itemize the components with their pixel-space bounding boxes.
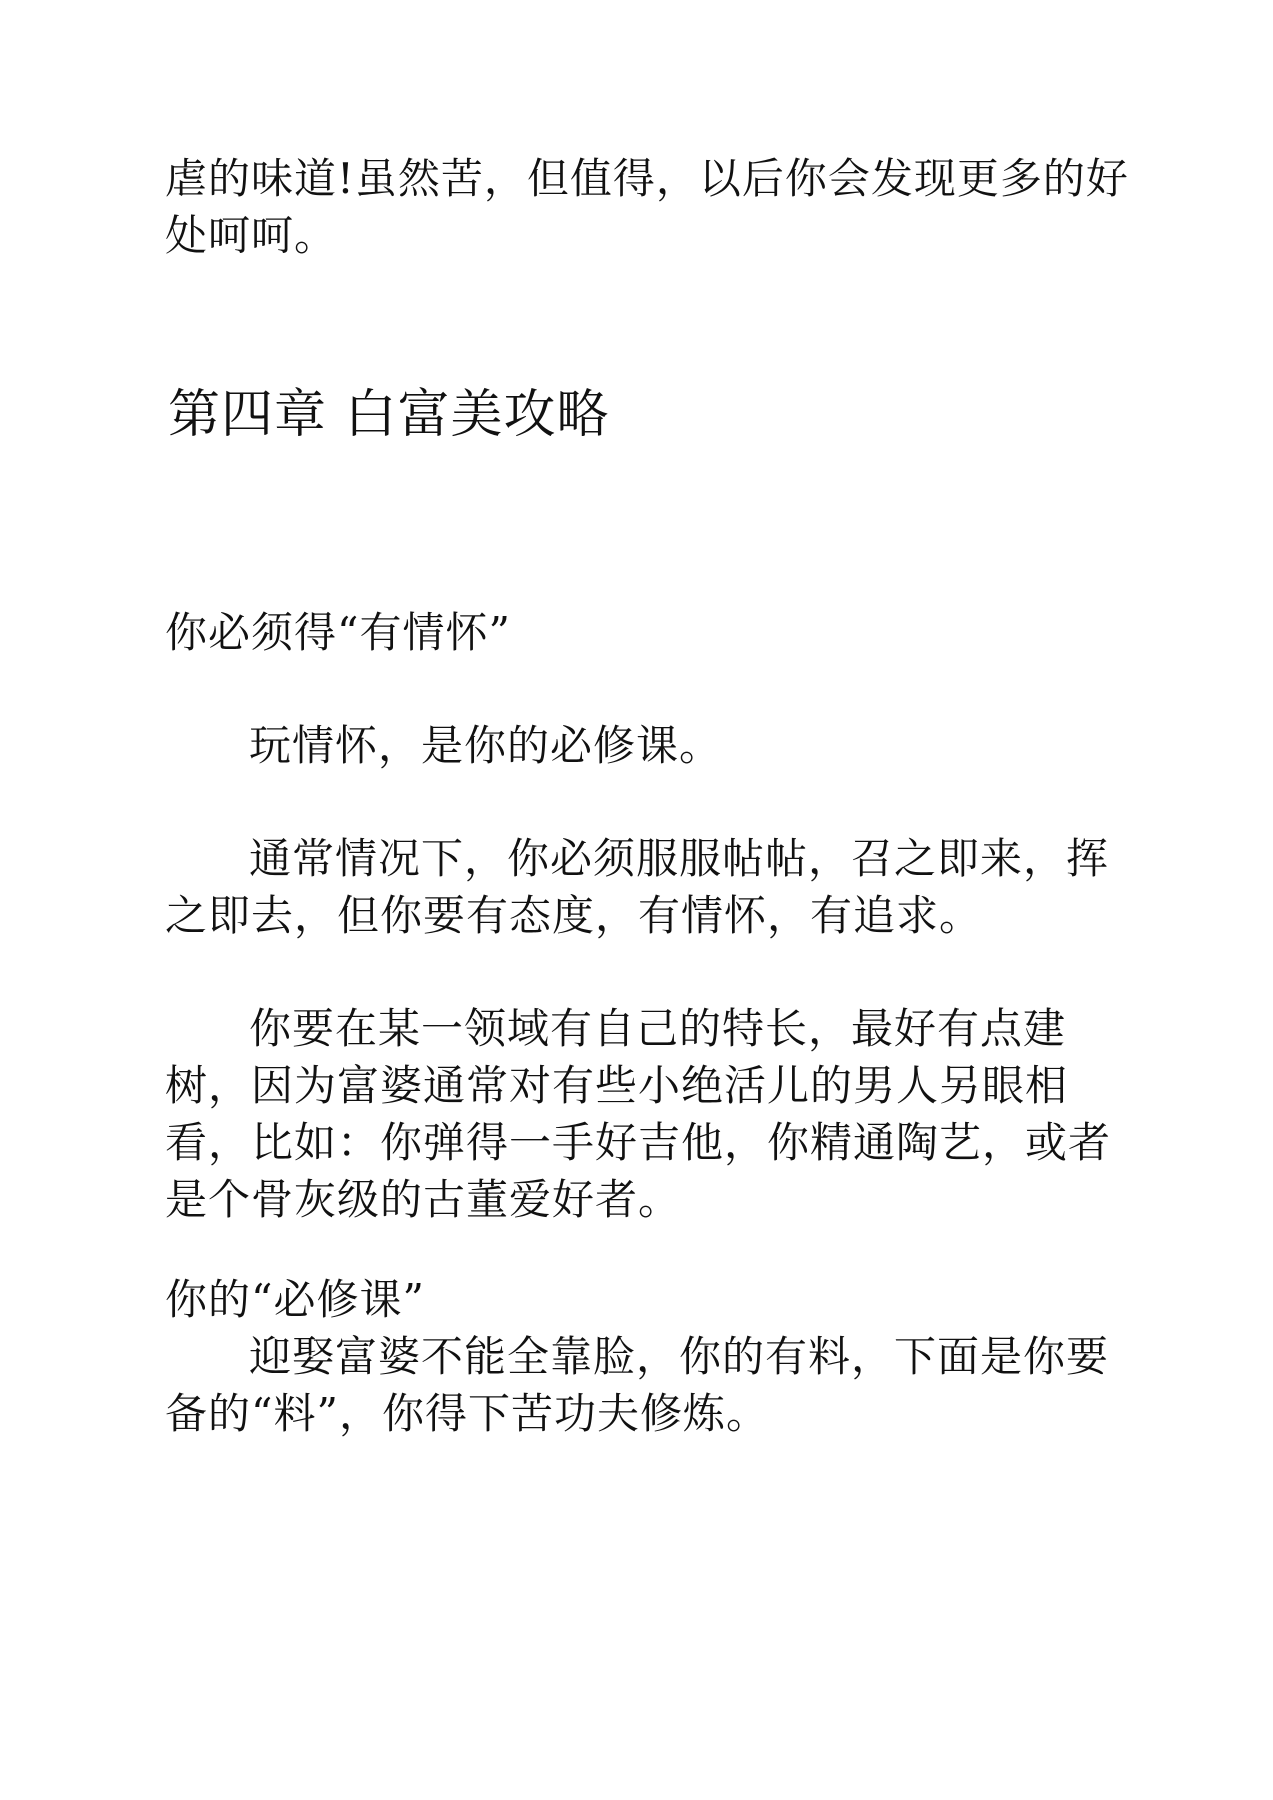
heading-text: 你必须得“有情怀”: [165, 608, 511, 657]
chapter-title: 第四章 白富美攻略: [168, 385, 610, 445]
text-line: 处呵呵。: [165, 211, 338, 260]
text-line: 玩情怀，是你的必修课。: [249, 721, 723, 770]
text-line: 之即去，但你要有态度，有情怀，有追求。: [165, 891, 983, 940]
text-line: 通常情况下，你必须服服帖帖，召之即来，挥: [249, 834, 1110, 883]
text-line: 虐的味道!虽然苦，但值得，以后你会发现更多的好: [165, 154, 1129, 203]
heading-text: 你的“必修课”: [165, 1275, 425, 1324]
text-line: 看，比如：你弹得一手好吉他，你精通陶艺，或者: [165, 1118, 1112, 1167]
paragraph-3: [165, 1000, 1111, 1228]
text-line: 备的“料”，你得下苦功夫修炼。: [165, 1389, 769, 1438]
text-line: 是个骨灰级的古董爱好者。: [165, 1175, 682, 1224]
section-heading-2: [165, 1271, 425, 1328]
text-line: 你要在某一领域有自己的特长，最好有点建: [249, 1004, 1067, 1053]
continuation-paragraph: [165, 150, 1129, 264]
paragraph-1: [165, 717, 722, 774]
paragraph-2: [165, 830, 1109, 944]
text-line: 树，因为富婆通常对有些小绝活儿的男人另眼相: [165, 1061, 1069, 1110]
section-heading-1: [165, 604, 511, 661]
text-line: 迎娶富婆不能全靠脸，你的有料，下面是你要: [249, 1332, 1110, 1381]
paragraph-4: [165, 1328, 1109, 1442]
